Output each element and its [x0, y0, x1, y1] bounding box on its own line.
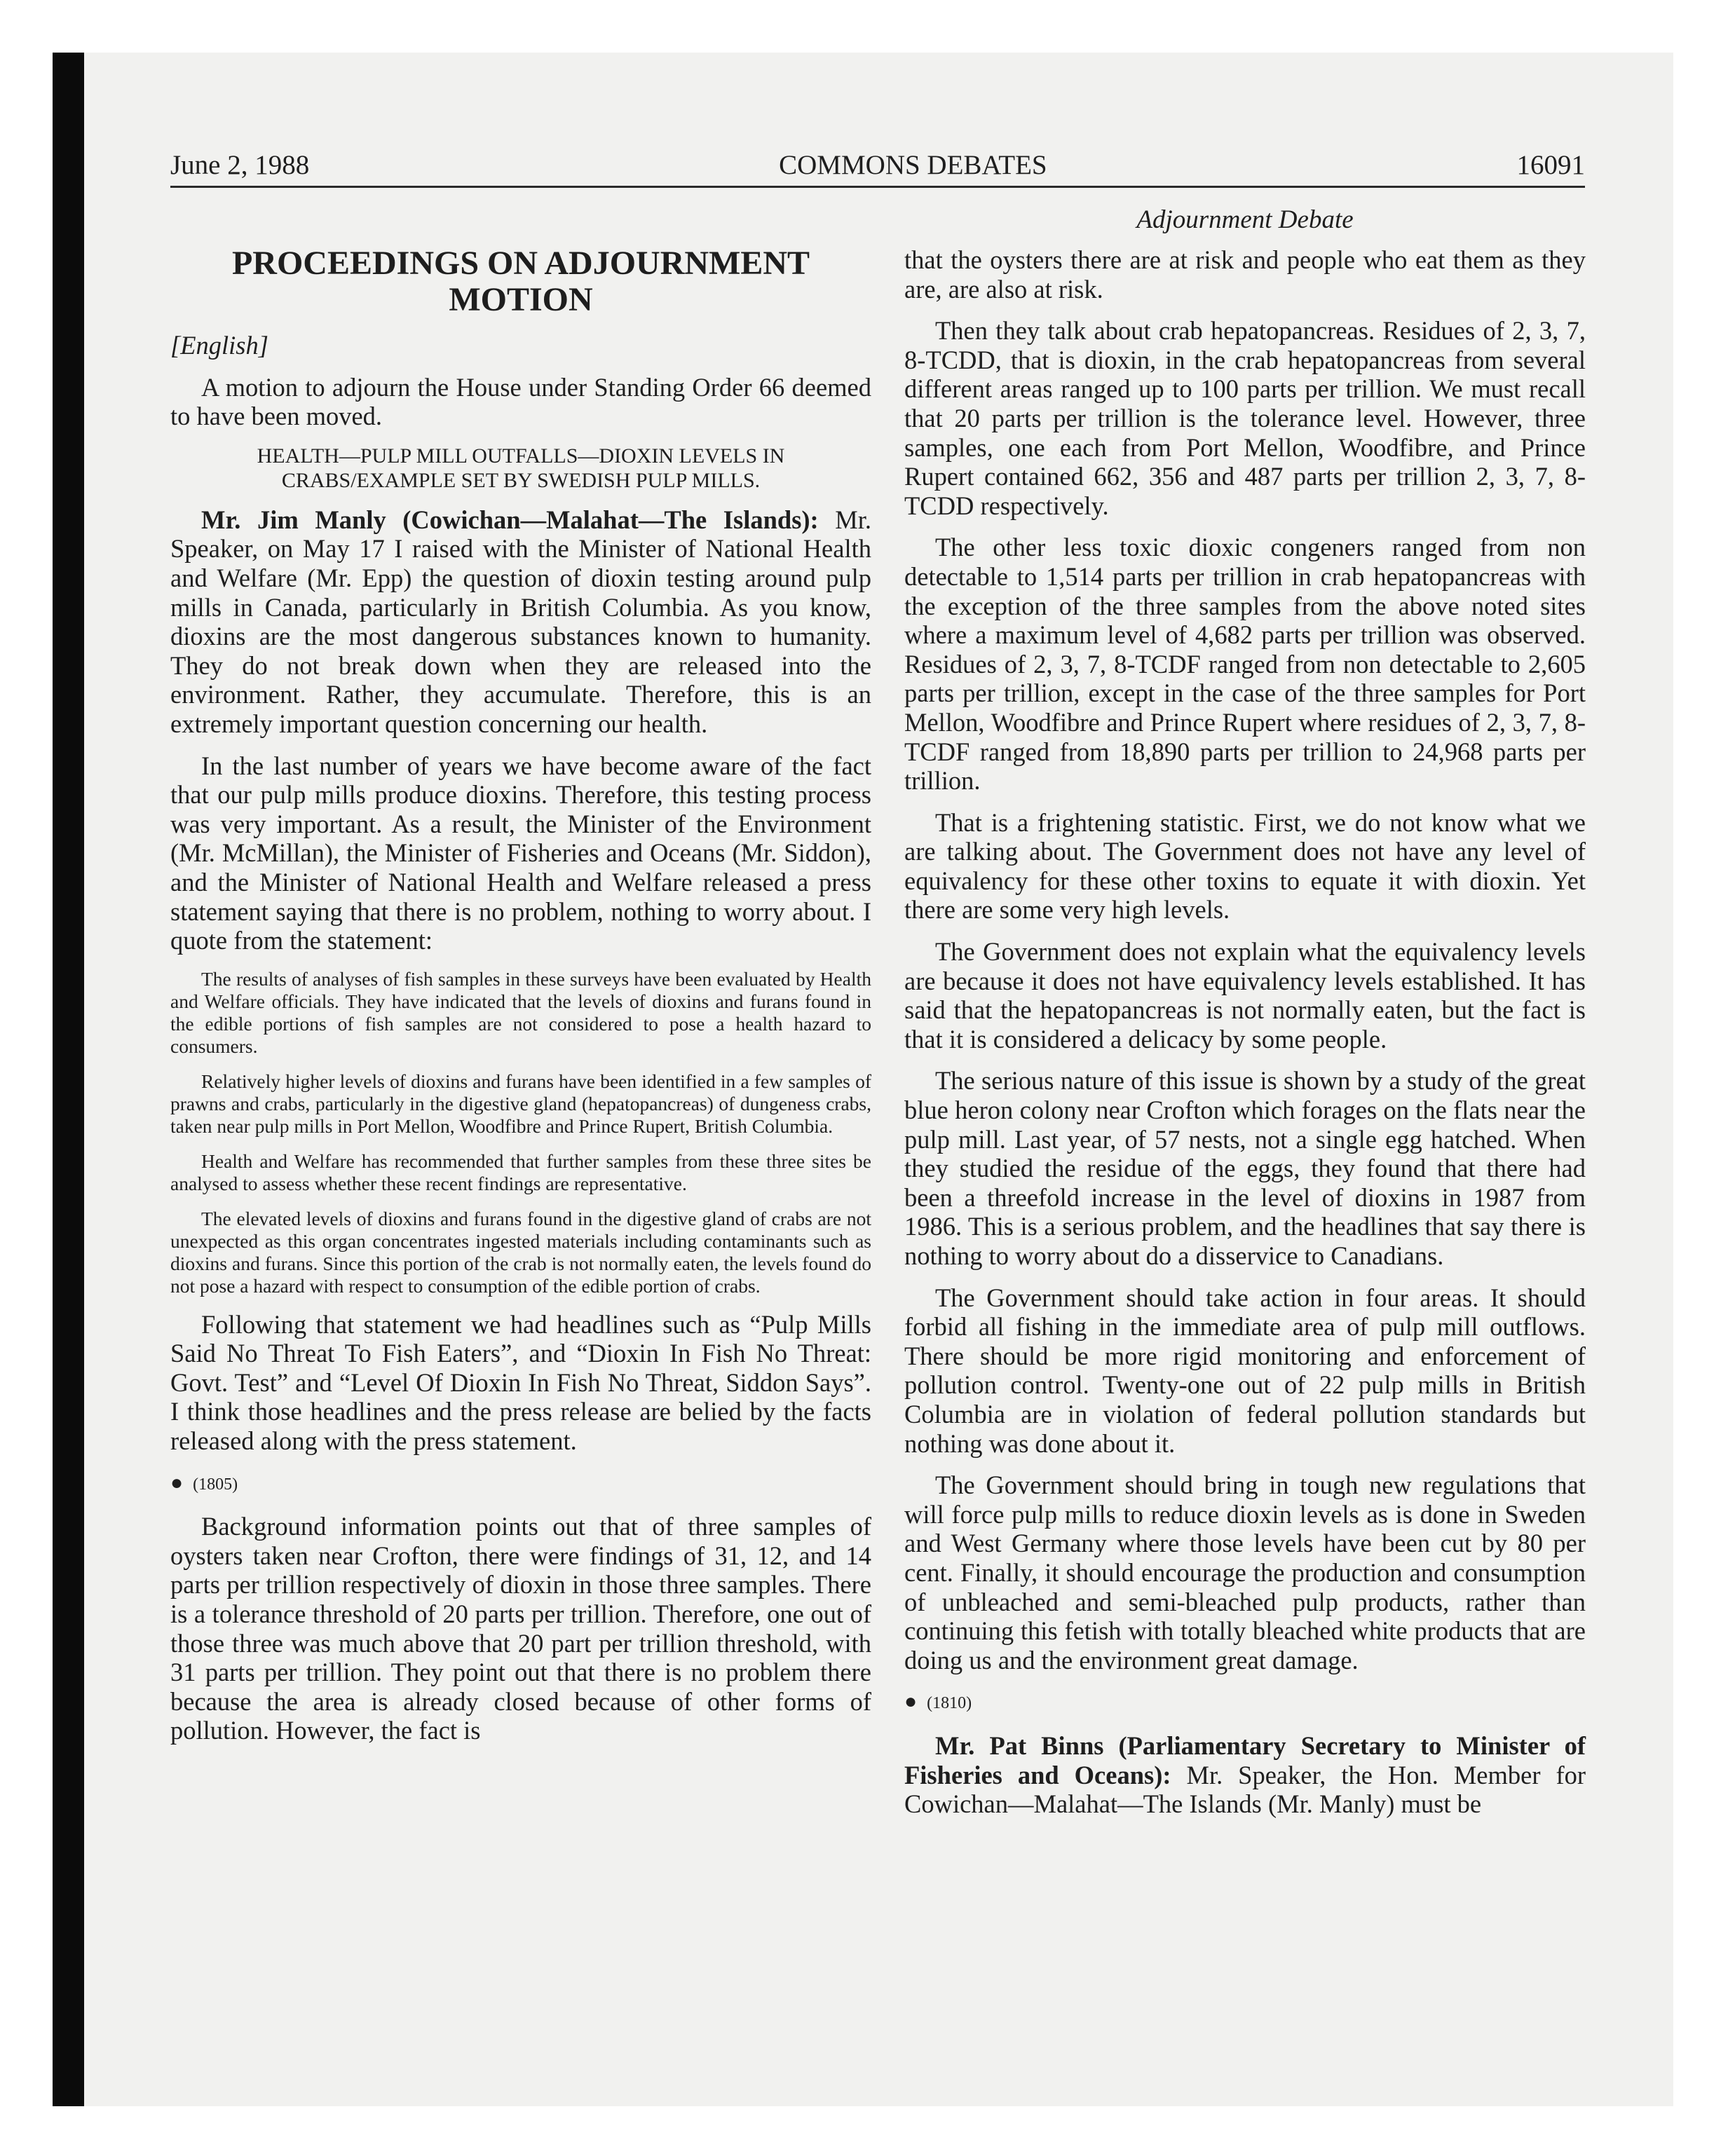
debate-rubric: HEALTH—PULP MILL OUTFALLS—DIOXIN LEVELS IN CRABS/EXAMPLE SET BY SWEDISH PULP MILLS.: [257, 444, 785, 492]
section-subheader: Adjournment Debate: [1136, 205, 1354, 234]
body-paragraph: That is a frightening statistic. First, we do not know what we are talking about. The Government does not have any level of equivalency for these other toxins to equate it with dioxin. Yet there are some very high levels.: [904, 807, 1586, 925]
right-column: [904, 245, 1586, 1831]
quote-paragraph: Health and Welfare has recommended that further samples from these three sites be analysed to assess whether these recent findings are representative.: [170, 1149, 871, 1194]
quote-paragraph: Relatively higher levels of dioxins and furans have been identified in a few samples of prawns and crabs, particularly in the digestive gland (hepatopancreas) of dungeness crabs, taken near pulp mills in Port Mellon, Woodfibre and Prince Rupert, British Columbia.: [170, 1070, 871, 1137]
header-publication: COMMONS DEBATES: [779, 150, 1047, 180]
body-paragraph: The Government does not explain what the equivalency levels are because it does not have equivalency levels established. It has said that the hepatopancreas is not normally eaten, but the fact is that it is considered a delicacy by some people.: [904, 937, 1586, 1053]
page-header: [170, 149, 1585, 188]
header-date: June 2, 1988: [170, 150, 310, 180]
body-paragraph: In the last number of years we have become aware of the fact that our pulp mills produce dioxins. Therefore, this testing process was very important. As a result, the Minister of the Environment (Mr. McMillan), the Minister of Fisheries and Oceans (Mr. Siddon), and the Minister of National Health and Welfare released a press statement saying that there is no problem, nothing to worry about. I quote from the statement:: [170, 751, 871, 955]
body-paragraph: The serious nature of this issue is shown by a study of the great blue heron colony near Crofton which forages on the flats near the pulp mill. Last year, of 57 nests, not a single egg hatched. When they studied the residue of the eggs, they found that there had been a threefold increase in the level of dioxins in 1987 from 1986. This is a serious problem, and the headlines that say there is nothing to worry about do a disservice to Canadians.: [904, 1066, 1586, 1270]
speaker1-text: Mr. Speaker, on May 17 I raised with the Minister of National Health and Welfare (Mr. Epp) the question of dioxin testing around pulp mills in Canada, particularly in British Columbia. As you know, dioxins are the most dangerous substances known to humanity. They do not break down when they are released into the environment. Rather, they accumulate. Therefore, this is an extremely important question concerning our health.: [170, 505, 872, 738]
bullet-icon: ●: [170, 1471, 184, 1494]
body-paragraph: The Government should bring in tough new regulations that will force pulp mills to reduce dioxin levels as is done in Sweden and West Germany where those levels have been cut by 80 per cent. Finally, it should encourage the production and consumption of unbleached and semi-bleached pulp products, rather than continuing this fetish with totally bleached white products that are doing us and the environment great damage.: [904, 1471, 1586, 1674]
quote-paragraph: The elevated levels of dioxins and furans found in the digestive gland of crabs are not unexpected as this organ concentrates ingested materials including contaminants such as dioxins and furans. Since this portion of the crab is not normally eaten, the levels found do not pose a hazard with respect to consumption of the edible portion of crabs.: [170, 1207, 871, 1297]
body-paragraph: that the oysters there are at risk and people who eat them as they are, are also at risk.: [904, 245, 1586, 303]
body-paragraph: The other less toxic dioxic congeners ranged from non detectable to 1,514 parts per trillion in crab hepatopancreas with the exception of the three samples from the above noted sites where a maximum level of 4,682 parts per trillion was observed. Residues of 2, 3, 7, 8-TCDF ranged from non detectable to 2,605 parts per trillion, except in the case of the three samples for Port Mellon, Woodfibre and Prince Rupert where residues of 2, 3, 7, 8-TCDF ranged from 18,890 parts per trillion to 24,968 parts per trillion.: [904, 533, 1586, 796]
body-paragraph: The Government should take action in four areas. It should forbid all fishing in the immediate area of pulp mill outflows. There should be more rigid monitoring and enforcement of pollution control. Twenty-one out of 22 pulp mills in British Columbia are in violation of federal pollution standards but nothing was done about it.: [904, 1283, 1586, 1458]
time-marker: [170, 1468, 871, 1500]
body-paragraph: Background information points out that of three samples of oysters taken near Crofton, there were findings of 31, 12, and 14 parts per trillion respectively of dioxin in those three samples. There is a tolerance threshold of 20 parts per trillion. Therefore, one out of those three was much above that 20 part per trillion threshold, with 31 parts per trillion. They point out that there is no problem there because the area is already closed because of other forms of pollution. However, the fact is: [170, 1512, 871, 1745]
intro-paragraph: A motion to adjourn the House under Standing Order 66 deemed to have been moved.: [170, 372, 871, 431]
speaker2-name: Mr. Pat Binns (Parliamentary Secretary to Minister of Fisheries and Oceans):: [904, 1731, 1586, 1789]
time-marker-label: (1805): [193, 1475, 238, 1494]
binding-edge: [53, 53, 84, 2106]
quote-paragraph: The results of analyses of fish samples in these surveys have been evaluated by Health and Welfare officials. They have indicated that the levels of dioxins and furans found in the edible portions of fish samples are not considered to pose a health hazard to consumers.: [170, 967, 871, 1057]
speaker1-paragraph: [170, 505, 871, 739]
time-marker-label: (1810): [927, 1694, 972, 1713]
header-page-number: 16091: [1516, 150, 1585, 180]
speaker2-text: Mr. Speaker, the Hon. Member for Cowichan—Malahat—The Islands (Mr. Manly) must be: [904, 1760, 1586, 1819]
speaker1-name: Mr. Jim Manly (Cowichan—Malahat—The Islands):: [201, 505, 819, 534]
language-tag: [English]: [170, 331, 268, 360]
body-paragraph: Following that statement we had headlines such as “Pulp Mills Said No Threat To Fish Eaters”, and “Dioxin In Fish No Threat: Govt. Test” and “Level Of Dioxin In Fish No Threat, Siddon Says”. I think those headlines and the press release are belied by the facts released along with the press statement.: [170, 1309, 871, 1456]
left-column: [170, 245, 871, 1758]
speaker2-paragraph: [904, 1731, 1586, 1819]
bullet-icon: ●: [904, 1690, 918, 1714]
time-marker: [904, 1687, 1586, 1719]
body-paragraph: Then they talk about crab hepatopancreas. Residues of 2, 3, 7, 8-TCDD, that is dioxin, in the crab hepatopancreas from several different areas ranged up to 100 parts per trillion. We must recall that 20 parts per trillion is the tolerance level. However, three samples, one each from Port Mellon, Woodfibre, and Prince Rupert contained 662, 356 and 487 parts per trillion 2, 3, 7, 8-TCDD respectively.: [904, 316, 1586, 520]
section-title: PROCEEDINGS ON ADJOURNMENT MOTION: [231, 245, 810, 318]
